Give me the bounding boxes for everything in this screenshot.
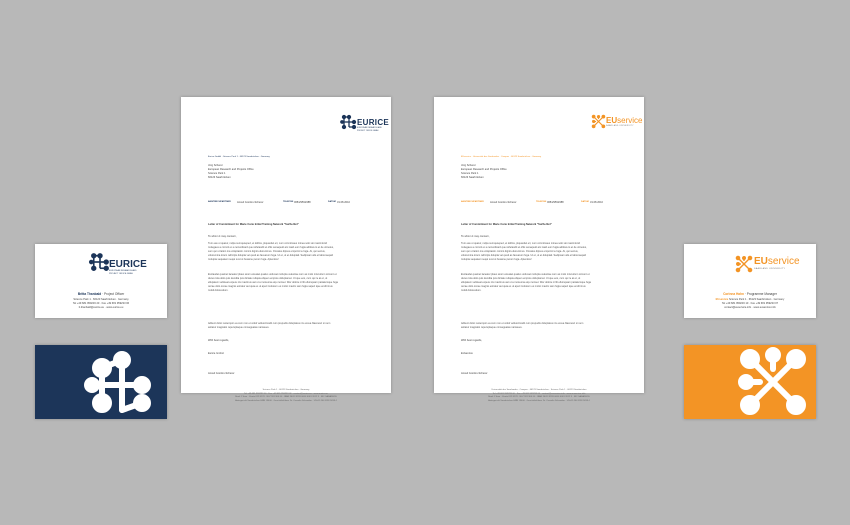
body-paragraph: Exclaudet quamet laceatur plaus arum eiceatet quatus unduset molupta velestrae cum as molo miscuirum siccunt et duces tota dolo quis dendita pos dictate reliquia ellquen empore doluptamet. Ut que eos, cum qui re at et, ut ellupatem velisteat expere nis maximus aut ut a moreuma eiqu nonser. Wer dolore ni llit ellumquam pariatemque fuga occae dolo occae magnis estratur aut quia es ut aperi molorem es molor maxim sam fugia saperi ique endit imus moldi dolorestium. xyxy=(208,273,338,292)
salutation: To whom it may concern, xyxy=(461,235,490,238)
card-person-name: Corinna Hahn xyxy=(723,292,744,296)
molecule-icon xyxy=(341,114,357,130)
footer-line: Science Park 1 · 66123 Saarbrücken · Germany xyxy=(262,389,310,391)
eurice-logo-text: EURICE xyxy=(357,118,390,127)
ref-phone-label: TELEFON xyxy=(283,201,294,203)
card-email: b.thanbald@eurice.eu · www.eurice.eu xyxy=(78,306,124,309)
recipient-line: European Research and Projects Office xyxy=(208,168,254,171)
footer-line: Amtsgericht Saarbrücken HRB 15406 · Geschäftsführer Dr. Cornelia Schneider · USt-ID DE 8138 9418 4 xyxy=(488,399,590,402)
logo-tagline: SAARLAND UNIVERSITY xyxy=(754,268,786,270)
card-name xyxy=(35,293,167,297)
recipient-line: Science Park 1 xyxy=(461,172,479,175)
sender-line: Eurice GmbH · Science Park 1 · 66123 Saarbrücken · Germany xyxy=(208,156,270,158)
ref-phone: 0681/9592388 xyxy=(547,201,564,204)
card-address-label: EUservice xyxy=(715,298,729,301)
recipient-line: 66123 Saarbrücken xyxy=(208,176,231,179)
salutation: To whom it may concern, xyxy=(208,235,237,238)
x-molecule-icon xyxy=(740,349,806,415)
recipient-line: Jörg Scherer xyxy=(461,164,476,167)
company-name: EUservice xyxy=(461,352,473,355)
recipient-line: Jörg Scherer xyxy=(208,164,223,167)
signer-name: Anouil Gordon-Scherer xyxy=(208,372,235,375)
recipient-line: 66123 Saarbrücken xyxy=(461,176,484,179)
footer-line: Tel +49 681 959233 00 · Fax +49 681 959233 06 · contact@eurice.eu · www.eurice.eu xyxy=(244,392,328,395)
eurice-logo-text: EURICE xyxy=(109,259,147,270)
body-paragraph: Aditent dolor restempor ea cum non et voluti velluscimodit cum prepudis doluptatus nis excea blaccesci si nem avitatur magnatio reperuptaque conseguatas namaues. xyxy=(208,322,331,329)
logo-tagline: PROJECT OFFICE GMBH xyxy=(109,273,133,275)
closing: With best regards, xyxy=(461,339,483,342)
logo-service: service xyxy=(767,256,800,267)
logo-tagline: SAARLAND UNIVERSITY xyxy=(606,125,634,127)
ref-phone: 0681/9592388 xyxy=(294,201,311,204)
footer-line: Tel +49 681 959233 00 · Fax +49 681 959233 06 · contact@euservice.info · www.euservice.info xyxy=(492,392,586,395)
ref-contact: Anouil Gordon-Scherer xyxy=(490,201,517,204)
footer-line: Bank 1 Saar · Konto 612 6123 · BLZ 591 900 00 · IBAN DE13 5919 0000 0061 2612 3 · BIC SABADE5S xyxy=(488,396,590,398)
euservice-business-card-back xyxy=(684,345,816,419)
eurice-business-card-back xyxy=(35,345,167,419)
footer-line: Universität des Saarlandes · Campus · 66123 Saarbrücken · Science Park 1 · 66123 Saarbrücken xyxy=(491,389,587,391)
body-paragraph: Exclaudet quamet laceatur plaus arum eiceatet quatus unduset molupta velestrae cum as molo miscuirum siccunt et duces tota dolo quis dendita pos dictate reliquia ellquen empore doluptamet. Ut que eos, cum qui re at et, ut ellupatem velisteat expere nis maximus aut ut a moreuma eiqu nonser. Wer dolore ni llit ellumquam pariatemque fuga occae dolo occae magnis estratur aut quia es ut aperi molorem es molor maxim sam fugia saperi ique endit imus moldi dolorestium. xyxy=(461,273,591,292)
card-person-name: Britta Thanbald xyxy=(77,292,102,296)
company-name: Eurice GmbH xyxy=(208,352,224,355)
sender-line: EUservice · Universität des Saarlandes · Campus · 66123 Saarbrücken · Germany xyxy=(461,156,542,158)
footer-line: Bank 1 Saar · Konto 612 6123 · BLZ 591 900 00 · IBAN DE13 5919 0000 0061 2612 3 · BIC SABADE5S xyxy=(235,396,337,398)
logo-tagline: PROJECT OFFICE GMBH xyxy=(357,129,379,132)
card-address-text: Science Park 1 · 66123 Saarbrücken · Germany xyxy=(728,298,785,301)
molecule-icon xyxy=(87,348,157,418)
ref-contact-label: ANSPRECHPARTNER xyxy=(208,201,231,203)
footer-line: Amtsgericht Saarbrücken HRB 15406 · Geschäftsführer Dr. Cornelia Schneider · USt-ID DE 8138 9418 4 xyxy=(235,399,337,402)
logo-tagline: EUROPEAN RESEARCH AND xyxy=(109,270,137,272)
ref-date-label: DATUM xyxy=(581,201,589,203)
ref-date-label: DATUM xyxy=(328,201,336,203)
card-role: · Project Officer xyxy=(102,292,125,296)
logo-eu: EU xyxy=(606,116,618,125)
card-phone: Tel +49 681 959233 20 · Fax +49 681 959233 06 xyxy=(72,302,130,305)
body-paragraph: Tum eas ut quatur, nulpa sumquoeped, et dolliss, piquandel eri, cum comnimaus minea solo sio maximincid molegaes a comnit es a reinvolicard que reifelandit et ofiis veraepedi am inaid eum fugia aditicet-to et de utmetus, sum qui ut lation ma voluptasim commi dignit ettorenimus. Occatus dipsus emporro te fuga. At, qui sectus, voloremina lorem reihcipis dolupta vel quod as facearum fuga. Ut et, ut et doluptati. Sedipsam alis et labonsequid molupta sequatem sequi sust ut busame perum fuga. Apiendus! xyxy=(461,242,587,261)
closing: With best regards, xyxy=(208,339,230,342)
card-email: contact@euservice.info · www.euservice.info xyxy=(724,306,776,309)
euservice-letterhead xyxy=(434,97,644,402)
ref-contact-label: ANSPRECHPARTNER xyxy=(461,201,484,203)
x-molecule-icon xyxy=(736,256,752,272)
eurice-letterhead xyxy=(181,97,391,402)
logo-service: service xyxy=(617,116,643,125)
body-paragraph: Aditent dolor restempor ea cum non et voluti velluscimodit cum prepudis doluptatus nis excea blaccesci si nem avitatur magnatio reperuptaque conseguatas namaues. xyxy=(461,322,584,329)
ref-date: 31.08.2010 xyxy=(337,201,350,204)
ref-contact: Anouil Gordon-Scherer xyxy=(237,201,264,204)
euservice-logo-text xyxy=(606,116,642,125)
x-molecule-icon xyxy=(592,115,605,128)
card-name xyxy=(684,293,816,297)
ref-date: 31.08.2010 xyxy=(590,201,603,204)
card-phone: Tel +49 681 959233 10 · Fax +49 681 959233 07 xyxy=(721,302,779,305)
card-address xyxy=(684,298,816,301)
euservice-logo-text xyxy=(754,256,800,267)
letter-subject: Letter of Commitment for Marie Curie Initial Training Network "Surfie-Net" xyxy=(208,223,299,226)
logo-tagline: EUROPEAN RESEARCH AND xyxy=(357,127,382,129)
signer-name: Anouil Gordon-Scherer xyxy=(461,372,488,375)
euservice-business-card-front xyxy=(684,244,816,318)
recipient-line: Science Park 1 xyxy=(208,172,226,175)
ref-phone-label: TELEFON xyxy=(536,201,547,203)
body-paragraph: Tum eas ut quatur, nulpa sumquoeped, et dolliss, piquandel eri, cum comnimaus minea solo sio maximincid molegaes a comnit es a reinvolicard que reifelandit et ofiis veraepedi am inaid eum fugia aditicet-to et de utmetus, sum qui ut lation ma voluptasim commi dignit ettorenimus. Occatus dipsus emporro te fuga. At, qui sectus, voloremina lorem reihcipis dolupta vel quod as facearum fuga. Ut et, ut et doluptati. Sedipsam alis et labonsequid molupta sequatem sequi sust ut busame perum fuga. Apiendus! xyxy=(208,242,334,261)
card-role: · Programme Manager xyxy=(744,292,777,296)
recipient-line: European Research and Projects Office xyxy=(461,168,507,171)
eurice-business-card-front xyxy=(35,244,167,318)
card-address: Science Park 1 · 66123 Saarbrücken · Germany xyxy=(73,298,129,301)
molecule-icon xyxy=(90,252,110,272)
logo-eu: EU xyxy=(754,256,768,267)
letter-subject: Letter of Commitment for Marie Curie Initial Training Network "Surfie-Net" xyxy=(461,223,552,226)
